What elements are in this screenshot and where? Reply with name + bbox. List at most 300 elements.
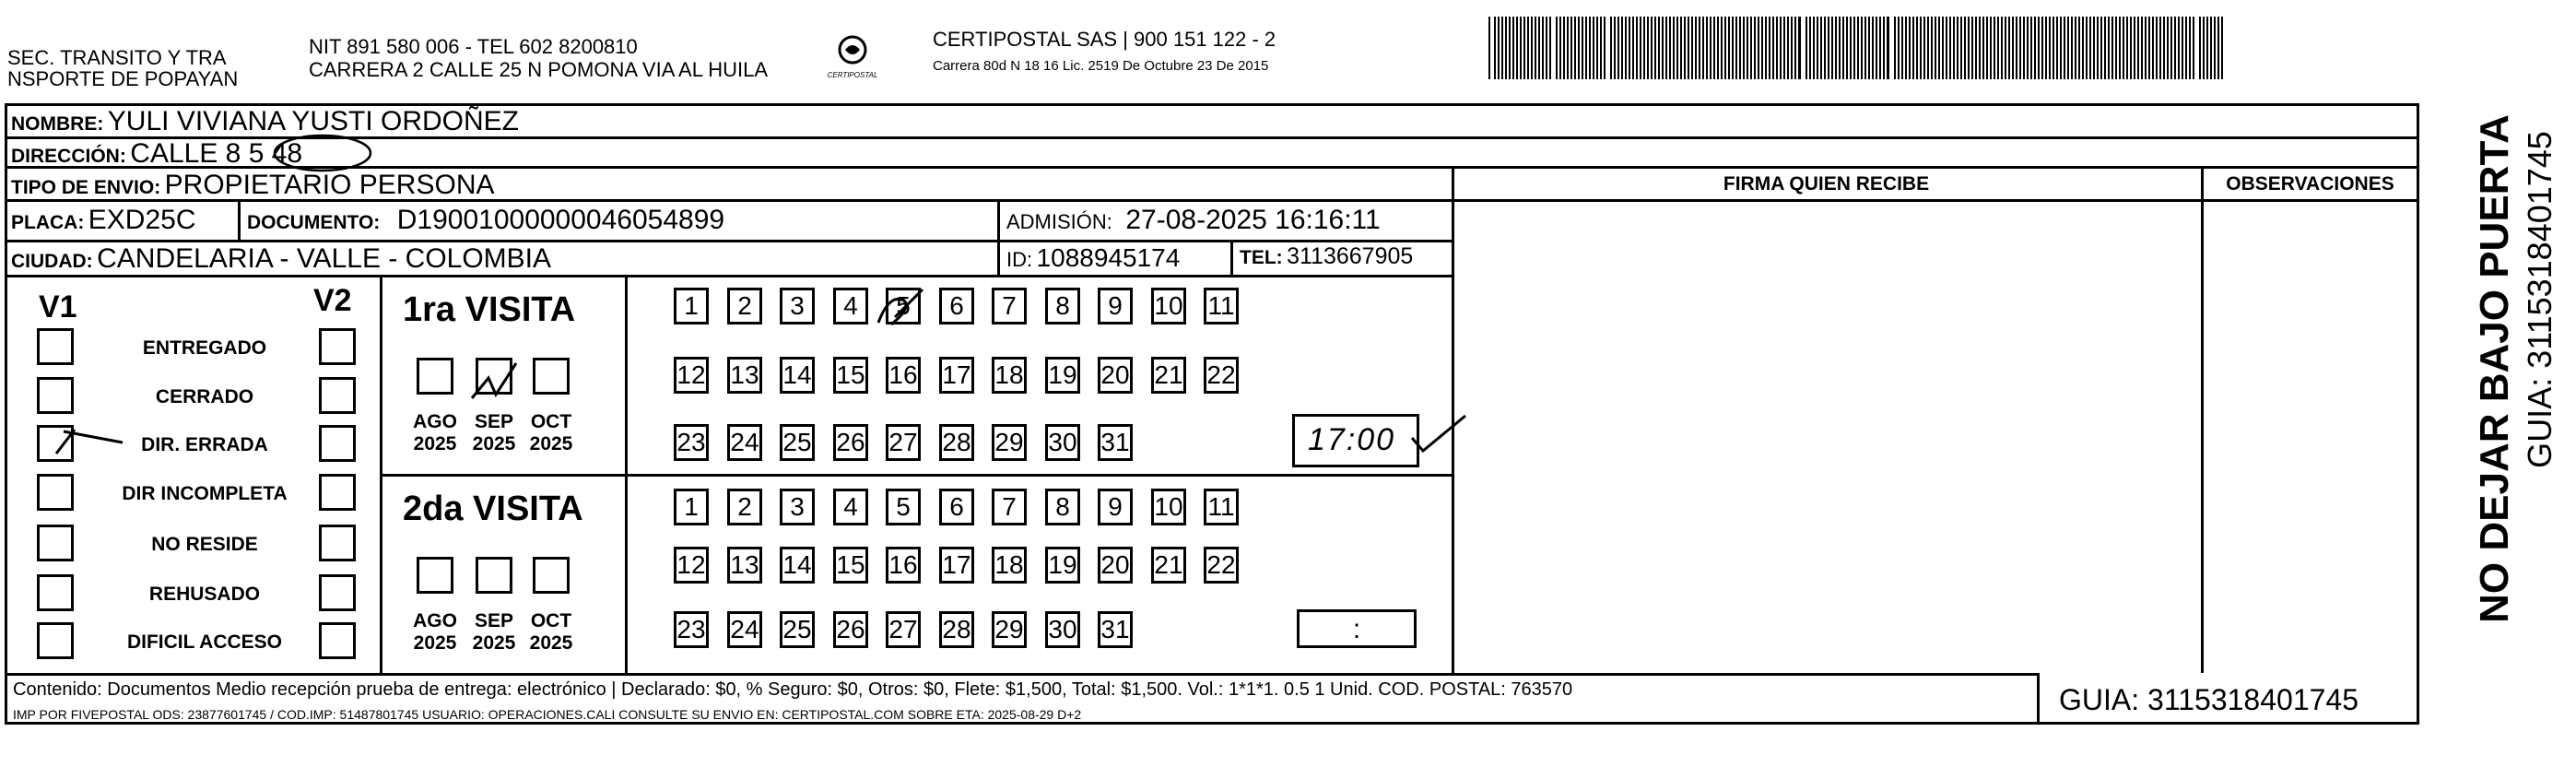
day-box[interactable]: 30 — [1045, 424, 1080, 461]
month-year: 2025 — [529, 433, 573, 455]
day-box[interactable]: 26 — [833, 611, 868, 648]
barcode-bar — [1702, 17, 1704, 79]
day-box[interactable]: 24 — [727, 611, 762, 648]
footer-top-line — [5, 673, 2037, 676]
barcode-bar — [1990, 17, 1992, 79]
barcode-bar — [1549, 17, 1551, 79]
barcode-bar — [1754, 17, 1756, 79]
barcode-bar — [2060, 17, 2062, 79]
barcode-bar — [1916, 17, 1918, 79]
barcode-bar — [1935, 17, 1936, 79]
day-box[interactable]: 7 — [992, 489, 1027, 525]
barcode-bar — [2199, 17, 2201, 79]
barcode-bar — [1523, 17, 1525, 79]
barcode-bar — [2167, 17, 2169, 79]
month-label — [406, 411, 465, 455]
barcode-bar — [2078, 17, 2080, 79]
day-box[interactable]: 21 — [1151, 357, 1186, 394]
observations-left-border — [2201, 166, 2204, 673]
barcode-bar — [1735, 17, 1737, 79]
barcode-bar — [1662, 17, 1664, 79]
day-box[interactable]: 8 — [1045, 489, 1080, 525]
day-box[interactable]: 15 — [833, 357, 868, 394]
day-box[interactable]: 29 — [992, 424, 1027, 461]
day-box[interactable]: 19 — [1045, 547, 1080, 584]
admission-value: 27-08-2025 16:16:11 — [1125, 205, 1381, 235]
day-box[interactable]: 10 — [1151, 489, 1186, 525]
barcode-bar — [2049, 17, 2051, 79]
barcode-bar — [1509, 17, 1511, 79]
barcode-bar — [1535, 17, 1536, 79]
barcode-bar — [1688, 17, 1689, 79]
tel-value: 3113667905 — [1287, 243, 1414, 269]
day-box[interactable]: 11 — [1204, 288, 1239, 324]
barcode-bar — [2108, 17, 2110, 79]
barcode-bar — [2005, 17, 2006, 79]
city-field — [11, 245, 551, 273]
admission-divider — [997, 199, 1000, 275]
day-box[interactable]: 22 — [1204, 547, 1239, 584]
barcode-bar — [1923, 17, 1925, 79]
day-box[interactable]: 17 — [939, 357, 974, 394]
barcode-bars — [1488, 17, 2226, 79]
day-box[interactable]: 13 — [727, 547, 762, 584]
barcode-bar — [2217, 17, 2219, 79]
v2-label: V2 — [313, 283, 352, 318]
month-name: AGO — [413, 610, 457, 631]
barcode-bar — [2001, 17, 2003, 79]
day-box[interactable]: 5 — [886, 288, 921, 324]
barcode-bar — [1905, 17, 1907, 79]
barcode-bar — [1986, 17, 1988, 79]
barcode-bar — [1654, 17, 1656, 79]
status-label: CERRADO — [155, 386, 254, 407]
month-year: 2025 — [413, 433, 457, 455]
barcode-bar — [1982, 17, 1984, 79]
barcode-bar — [2100, 17, 2102, 79]
barcode-bar — [2130, 17, 2132, 79]
barcode-bar — [1971, 17, 1973, 79]
day-box[interactable]: 3 — [780, 489, 815, 525]
month-checkbox[interactable] — [533, 358, 570, 395]
barcode-bar — [1732, 17, 1734, 79]
barcode-bar — [1563, 17, 1565, 79]
status-label: DIFICIL ACCESO — [126, 631, 282, 653]
barcode-bar — [2027, 17, 2029, 79]
barcode-bar — [2064, 17, 2065, 79]
barcode-bar — [1938, 17, 1940, 79]
barcode-bar — [2182, 17, 2183, 79]
signature-header: FIRMA QUIEN RECIBE — [1723, 173, 1930, 195]
barcode-bar — [1531, 17, 1533, 79]
barcode-bar — [2193, 17, 2194, 79]
day-box[interactable]: 18 — [992, 547, 1027, 584]
plate-value: EXD25C — [88, 205, 196, 235]
v1-checkbox[interactable] — [37, 328, 74, 365]
day-box[interactable]: 6 — [939, 489, 974, 525]
day-box[interactable]: 31 — [1098, 611, 1133, 648]
barcode-bar — [1617, 17, 1619, 79]
barcode-bar — [2104, 17, 2106, 79]
barcode-bar — [2206, 17, 2208, 79]
day-box[interactable]: 2 — [727, 489, 762, 525]
admission-field — [1006, 206, 1381, 234]
barcode-bar — [2034, 17, 2036, 79]
barcode-bar — [1809, 17, 1811, 79]
day-box[interactable]: 21 — [1151, 547, 1186, 584]
barcode-bar — [1739, 17, 1741, 79]
barcode-bar — [1824, 17, 1826, 79]
barcode-bar — [2159, 17, 2161, 79]
day-box[interactable]: 7 — [992, 288, 1027, 324]
barcode-bar — [1920, 17, 1922, 79]
day-box[interactable]: 10 — [1151, 288, 1186, 324]
status-label: DIR. ERRADA — [141, 434, 268, 455]
barcode-bar — [2045, 17, 2047, 79]
barcode-bar — [2126, 17, 2128, 79]
month-year: 2025 — [529, 632, 573, 655]
barcode-bar — [1949, 17, 1951, 79]
barcode-bar — [2174, 17, 2176, 79]
barcode-bar — [2097, 17, 2099, 79]
barcode-bar — [1997, 17, 1999, 79]
day-box[interactable]: 2 — [727, 288, 762, 324]
day-box[interactable]: 28 — [939, 611, 974, 648]
barcode-bar — [1651, 17, 1653, 79]
barcode-bar — [2008, 17, 2010, 79]
barcode-bar — [2016, 17, 2017, 79]
barcode-bar — [2012, 17, 2014, 79]
barcode-bar — [2111, 17, 2113, 79]
name-value: YULI VIVIANA YUSTI ORDOÑEZ — [107, 106, 520, 136]
status-label: DIR INCOMPLETA — [122, 483, 288, 504]
visit2-time-box[interactable] — [1297, 609, 1417, 648]
barcode-bar — [1721, 17, 1723, 79]
company-license: Carrera 80d N 18 16 Lic. 2519 De Octubre 23 De 2015 — [933, 58, 1269, 74]
month-year: 2025 — [472, 632, 516, 655]
visit1-time-value: 17:00 — [1308, 422, 1396, 457]
day-box[interactable]: 23 — [674, 424, 709, 461]
shipment-type-label: TIPO DE ENVIO: — [11, 177, 161, 198]
barcode-bar — [2134, 17, 2135, 79]
v1-checkbox[interactable] — [37, 622, 74, 659]
name-label: NOMBRE: — [11, 113, 104, 135]
barcode-bar — [1610, 17, 1612, 79]
v1-checkbox[interactable] — [37, 377, 74, 414]
day-box[interactable]: 6 — [939, 288, 974, 324]
month-checkbox[interactable] — [417, 557, 453, 594]
day-box[interactable]: 20 — [1098, 357, 1133, 394]
day-box[interactable]: 25 — [780, 424, 815, 461]
month-name: AGO — [413, 411, 457, 432]
side-notice: NO DEJAR BAJO PUERTA — [2472, 114, 2517, 623]
name-field — [11, 108, 519, 136]
barcode-bar — [1783, 17, 1785, 79]
certipostal-logo — [820, 33, 885, 81]
barcode-bar — [1787, 17, 1789, 79]
barcode-bar — [2071, 17, 2073, 79]
barcode-bar — [2163, 17, 2165, 79]
form-left-border — [5, 103, 7, 725]
day-box[interactable]: 29 — [992, 611, 1027, 648]
month-label — [406, 610, 465, 655]
barcode-bar — [1791, 17, 1793, 79]
barcode-bar — [1596, 17, 1598, 79]
barcode-bar — [1964, 17, 1966, 79]
visit1-time-box[interactable] — [1292, 414, 1419, 467]
status-label: REHUSADO — [148, 584, 261, 605]
barcode-bar — [2115, 17, 2117, 79]
address-circle-annotation — [270, 133, 376, 174]
v1-checkbox[interactable] — [37, 574, 74, 611]
barcode-bar — [1894, 17, 1896, 79]
day-box[interactable]: 19 — [1045, 357, 1080, 394]
barcode-bar — [1567, 17, 1569, 79]
company-info: CERTIPOSTAL SAS | 900 151 122 - 2 — [933, 28, 1276, 51]
tel-divider — [1230, 240, 1233, 275]
day-box[interactable]: 4 — [833, 489, 868, 525]
plate-label: PLACA: — [11, 212, 85, 233]
footer-guia: GUIA: 3115318401745 — [2059, 683, 2358, 716]
day-box[interactable]: 24 — [727, 424, 762, 461]
status-label: NO RESIDE — [151, 534, 258, 555]
day-box[interactable]: 16 — [886, 357, 921, 394]
barcode-bar — [2041, 17, 2043, 79]
sender-nit: NIT 891 580 006 - TEL 602 8200810 — [309, 35, 638, 58]
day-box[interactable]: 12 — [674, 547, 709, 584]
barcode-bar — [1931, 17, 1933, 79]
v2-checkbox[interactable] — [319, 377, 356, 414]
day-box[interactable]: 5 — [886, 489, 921, 525]
barcode-bar — [1850, 17, 1852, 79]
day-box[interactable]: 13 — [727, 357, 762, 394]
admission-label: ADMISIÓN: — [1006, 210, 1112, 233]
visit2-time-value: : — [1352, 614, 1361, 644]
plate-field — [11, 206, 196, 234]
barcode-bar — [1684, 17, 1686, 79]
address-field — [11, 140, 302, 168]
v2-checkbox[interactable] — [319, 525, 356, 561]
day-box[interactable]: 9 — [1098, 288, 1133, 324]
day-box[interactable]: 8 — [1045, 288, 1080, 324]
form-right-border — [2417, 103, 2419, 725]
barcode-bar — [1820, 17, 1822, 79]
barcode-bar — [1538, 17, 1540, 79]
barcode-bar — [1743, 17, 1745, 79]
sender-name-line2: NSPORTE DE POPAYAN — [7, 67, 239, 90]
barcode-bar — [1498, 17, 1500, 79]
v2-checkbox[interactable] — [319, 622, 356, 659]
month-checkbox[interactable] — [533, 557, 570, 594]
v1-checkbox[interactable] — [37, 525, 74, 561]
barcode-bar — [1625, 17, 1627, 79]
barcode-bar — [1876, 17, 1877, 79]
barcode-bar — [2030, 17, 2032, 79]
barcode-bar — [1643, 17, 1645, 79]
footer-content: Contenido: Documentos Medio recepción prueba de entrega: electrónico | Declarado: $0, % Seguro: $0, Otros: $0, Flete: $1,500, Total: $1,500. Vol.: 1*1*1. 0.5 1 Unid. COD. POSTAL: 763570 — [13, 679, 1573, 700]
day-box[interactable]: 30 — [1045, 611, 1080, 648]
v1-label: V1 — [39, 289, 77, 324]
barcode-bar — [1946, 17, 1947, 79]
month-label — [465, 411, 523, 455]
barcode-bar — [1817, 17, 1818, 79]
barcode-bar — [2119, 17, 2121, 79]
city-value: CANDELARIA - VALLE - COLOMBIA — [97, 243, 552, 274]
v1-checkbox[interactable] — [37, 474, 74, 511]
barcode-bar — [1776, 17, 1778, 79]
day-box[interactable]: 23 — [674, 611, 709, 648]
city-label: CIUDAD: — [11, 251, 93, 272]
shipment-type-value: PROPIETARIO PERSONA — [164, 170, 495, 200]
barcode-bar — [1794, 17, 1796, 79]
day-box[interactable]: 4 — [833, 288, 868, 324]
barcode-bar — [1879, 17, 1881, 79]
barcode-bar — [1614, 17, 1616, 79]
month-name: OCT — [530, 411, 572, 432]
barcode-bar — [1968, 17, 1970, 79]
barcode-bar — [1864, 17, 1866, 79]
barcode-bar — [1842, 17, 1844, 79]
barcode-bar — [2152, 17, 2154, 79]
barcode-bar — [1772, 17, 1774, 79]
visit1-title: 1ra VISITA — [403, 290, 576, 329]
address-value: CALLE 8 5 48 — [130, 138, 303, 169]
barcode-bar — [2210, 17, 2212, 79]
barcode-bar — [1520, 17, 1522, 79]
day-box[interactable]: 14 — [780, 547, 815, 584]
svg-text:CERTIPOSTAL: CERTIPOSTAL — [827, 71, 878, 79]
barcode-bar — [1574, 17, 1576, 79]
barcode-bar — [1680, 17, 1682, 79]
day-box[interactable]: 31 — [1098, 424, 1133, 461]
barcode-bar — [1953, 17, 1955, 79]
barcode-bar — [1582, 17, 1583, 79]
dir-errada-check-mark — [51, 422, 124, 459]
barcode-bar — [1898, 17, 1900, 79]
month-year: 2025 — [413, 632, 457, 655]
barcode-bar — [1942, 17, 1944, 79]
barcode-bar — [1975, 17, 1977, 79]
barcode-bar — [2053, 17, 2054, 79]
day-box[interactable]: 27 — [886, 424, 921, 461]
month-name: OCT — [530, 610, 572, 631]
barcode-bar — [1724, 17, 1726, 79]
day-box[interactable]: 25 — [780, 611, 815, 648]
barcode-bar — [2221, 17, 2223, 79]
address-label: DIRECCIÓN: — [11, 146, 126, 167]
barcode-bar — [1695, 17, 1697, 79]
document-value: D19001000000046054899 — [396, 205, 725, 235]
time-flourish-mark — [1410, 410, 1475, 456]
barcode-bar — [1629, 17, 1630, 79]
v2-checkbox[interactable] — [319, 425, 356, 462]
v2-checkbox[interactable] — [319, 574, 356, 611]
id-field — [1006, 245, 1180, 271]
barcode-bar — [2141, 17, 2143, 79]
barcode-bar — [1589, 17, 1591, 79]
barcode-bar — [1559, 17, 1561, 79]
barcode-bar — [1658, 17, 1660, 79]
barcode-bar — [2203, 17, 2205, 79]
document-field — [247, 206, 724, 234]
day-box[interactable]: 16 — [886, 547, 921, 584]
day-box[interactable]: 15 — [833, 547, 868, 584]
barcode-bar — [1636, 17, 1638, 79]
barcode-bar — [1806, 17, 1807, 79]
barcode-bar — [2019, 17, 2021, 79]
barcode-bar — [2038, 17, 2040, 79]
barcode-bar — [1494, 17, 1496, 79]
day-box[interactable]: 17 — [939, 547, 974, 584]
v2-checkbox[interactable] — [319, 328, 356, 365]
barcode-bar — [1640, 17, 1641, 79]
day-box[interactable]: 20 — [1098, 547, 1133, 584]
barcode-bar — [1516, 17, 1518, 79]
day-box[interactable]: 1 — [674, 288, 709, 324]
barcode-bar — [1647, 17, 1649, 79]
plate-divider — [238, 199, 241, 240]
day-box[interactable]: 28 — [939, 424, 974, 461]
v2-checkbox[interactable] — [319, 474, 356, 511]
day-box[interactable]: 11 — [1204, 489, 1239, 525]
month-checkbox[interactable] — [476, 557, 512, 594]
barcode-bar — [2185, 17, 2187, 79]
barcode-bar — [1706, 17, 1708, 79]
barcode-bar — [2075, 17, 2076, 79]
day-box[interactable]: 18 — [992, 357, 1027, 394]
month-checkbox[interactable] — [417, 358, 453, 395]
barcode-bar — [1960, 17, 1962, 79]
certipostal-logo-icon — [820, 33, 885, 81]
day-box[interactable]: 3 — [780, 288, 815, 324]
month-name: SEP — [474, 411, 514, 432]
barcode-bar — [1846, 17, 1848, 79]
barcode-bar — [1676, 17, 1678, 79]
barcode-bar — [1831, 17, 1833, 79]
day-box[interactable]: 9 — [1098, 489, 1133, 525]
barcode-bar — [2067, 17, 2069, 79]
barcode-bar — [1872, 17, 1874, 79]
barcode-bar — [1585, 17, 1587, 79]
month-year: 2025 — [472, 433, 516, 455]
barcode-bar — [2189, 17, 2191, 79]
day-box[interactable]: 27 — [886, 611, 921, 648]
row-divider-5 — [5, 275, 1452, 277]
barcode-bar — [1488, 17, 1490, 79]
row-divider-4 — [5, 240, 1452, 242]
barcode-bar — [1861, 17, 1863, 79]
day-box[interactable]: 14 — [780, 357, 815, 394]
barcode-bar — [2056, 17, 2058, 79]
day-box[interactable]: 26 — [833, 424, 868, 461]
barcode-bar — [1578, 17, 1580, 79]
barcode-bar — [1713, 17, 1715, 79]
barcode-bar — [1979, 17, 1981, 79]
month-label — [522, 610, 581, 655]
barcode-bar — [1868, 17, 1870, 79]
month-label — [522, 411, 581, 455]
day-box[interactable]: 12 — [674, 357, 709, 394]
document-label: DOCUMENTO: — [247, 212, 381, 233]
visits-divider — [380, 474, 1452, 477]
barcode-bar — [1632, 17, 1634, 79]
barcode-bar — [1761, 17, 1763, 79]
barcode-bar — [2137, 17, 2139, 79]
sender-address: CARRERA 2 CALLE 25 N POMONA VIA AL HUILA — [309, 58, 769, 81]
day-box[interactable]: 1 — [674, 489, 709, 525]
status-label: ENTREGADO — [142, 337, 267, 359]
day-box[interactable]: 22 — [1204, 357, 1239, 394]
